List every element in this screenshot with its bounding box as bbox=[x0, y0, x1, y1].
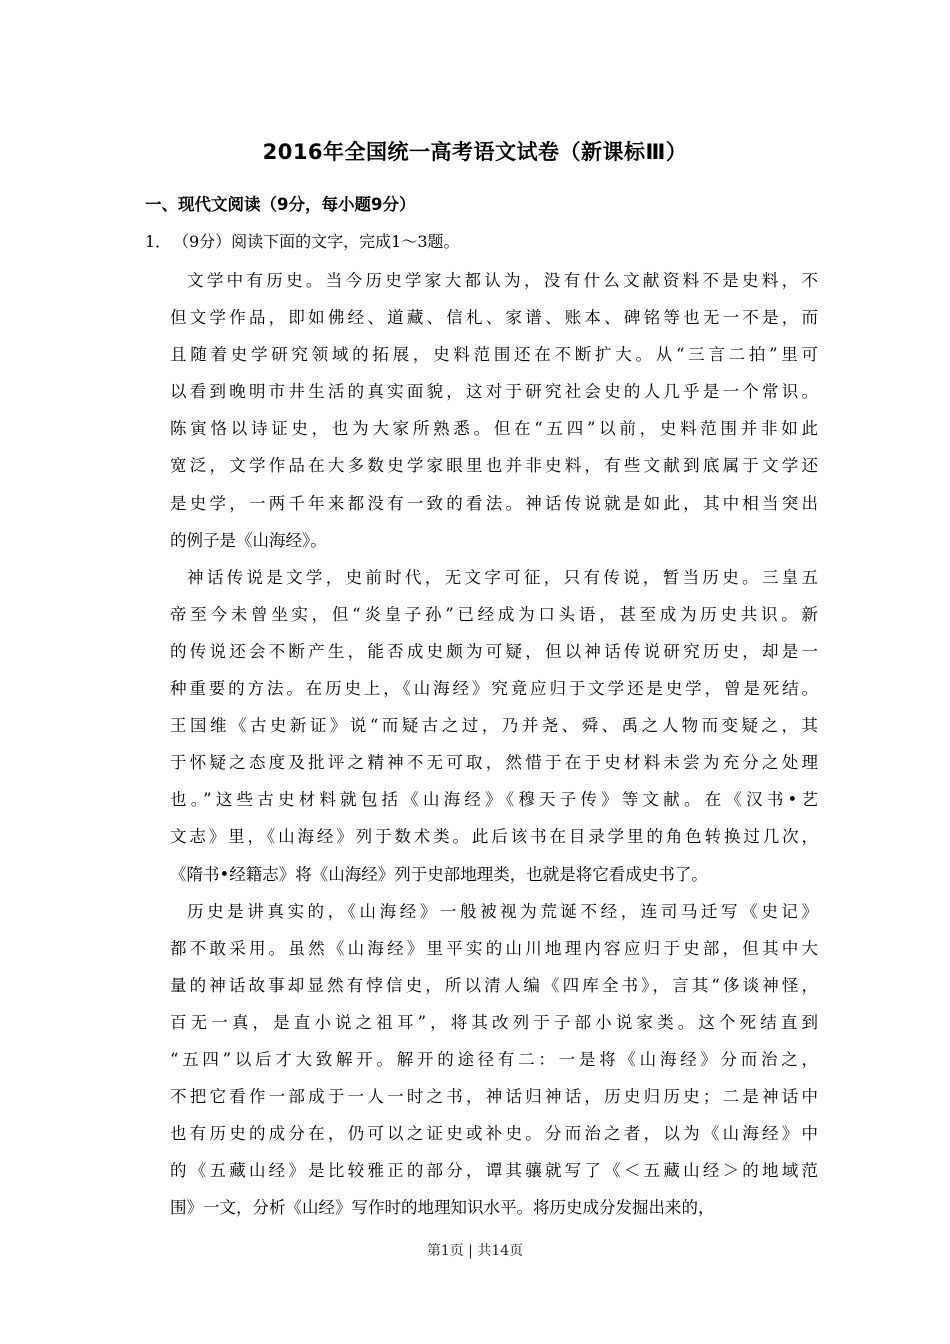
passage-line: 《隋书•经籍志》将《山海经》列于史部地理类，也就是将它看成史书了。 bbox=[170, 864, 708, 884]
passage-paragraph bbox=[170, 262, 818, 559]
passage-line: 神话传说是文学，史前时代，无文字可征，只有传说，暂当历史。三皇五 bbox=[187, 567, 818, 587]
passage-line: 以看到晚明市井生活的真实面貌，这对于研究社会史的人几乎是一个常识。 bbox=[170, 382, 818, 402]
passage-paragraph bbox=[170, 893, 818, 1227]
section-heading: 一、现代文阅读（9分，每小题9分） bbox=[145, 195, 416, 214]
passage-line: 宽泛，文学作品在大多数史学家眼里也并非史料，有些文献到底属于文学还 bbox=[170, 456, 818, 476]
passage-line: 也有历史的成分在，仍可以之证史或补史。分而治之者，以为《山海经》中 bbox=[170, 1124, 818, 1144]
passage-line: 文志》里，《山海经》列于数术类。此后该书在目录学里的角色转换过几次， bbox=[170, 827, 818, 847]
passage-line: 不把它看作一部成于一人一时之书，神话归神话，历史归历史；二是神话中 bbox=[170, 1087, 818, 1107]
passage-line: 种重要的方法。在历史上，《山海经》究竟应归于文学还是史学，曾是死结。 bbox=[170, 679, 818, 699]
reading-passage bbox=[170, 262, 818, 1226]
question-prompt bbox=[145, 229, 460, 252]
passage-line: 王国维《古史新证》说“而疑古之过，乃并尧、舜、禹之人物而变疑之，其 bbox=[170, 716, 818, 736]
passage-line: 都不敢采用。虽然《山海经》里平实的山川地理内容应归于史部，但其中大 bbox=[170, 938, 818, 958]
passage-line: “五四”以后才大致解开。解开的途径有二：一是将《山海经》分而治之， bbox=[170, 1049, 818, 1069]
question-number: 1． bbox=[145, 232, 172, 251]
passage-paragraph bbox=[170, 559, 818, 893]
passage-line: 量的神话故事却显然有悖信史，所以清人编《四库全书》，言其“侈谈神怪， bbox=[170, 975, 818, 995]
passage-line: 陈寅恪以诗证史，也为大家所熟悉。但在“五四”以前，史料范围并非如此 bbox=[170, 419, 818, 439]
passage-line: 的《五藏山经》是比较雅正的部分，谭其骧就写了《＜五藏山经＞的地域范 bbox=[170, 1161, 818, 1181]
passage-line: 是史学，一两千年来都没有一致的看法。神话传说就是如此，其中相当突出 bbox=[170, 493, 818, 513]
passage-line: 帝至今未曾坐实，但“炎皇子孙”已经成为口头语，甚至成为历史共识。新 bbox=[170, 604, 818, 624]
passage-line: 于怀疑之态度及批评之精神不无可取，然惜于在于史材料未尝为充分之处理 bbox=[170, 753, 818, 773]
passage-line: 百无一真，是直小说之祖耳”，将其改列于子部小说家类。这个死结直到 bbox=[170, 1012, 818, 1032]
passage-line: 历史是讲真实的，《山海经》一般被视为荒诞不经，连司马迁写《史记》 bbox=[187, 901, 818, 921]
exam-title: 2016年全国统一高考语文试卷（新课标Ⅲ） bbox=[262, 140, 688, 164]
passage-line: 的传说还会不断产生，能否成史颇为可疑，但以神话传说研究历史，却是一 bbox=[170, 641, 818, 661]
passage-line: 文学中有历史。当今历史学家大都认为，没有什么文献资料不是史料，不 bbox=[187, 271, 818, 290]
passage-line: 的例子是《山海经》。 bbox=[170, 530, 327, 550]
passage-line: 且随着史学研究领域的拓展，史料范围还在不断扩大。从“三言二拍”里可 bbox=[170, 345, 818, 365]
passage-line: 围》一文，分析《山经》写作时的地理知识水平。将历史成分发掘出来的， bbox=[170, 1198, 715, 1218]
passage-line: 也。”这些古史材料就包括《山海经》《穆天子传》等文献。在《汉书•艺 bbox=[170, 790, 818, 810]
passage-line: 但文学作品，即如佛经、道藏、信札、家谱、账本、碑铭等也无一不是，而 bbox=[170, 308, 818, 328]
question-text: （9分）阅读下面的文字，完成1～3题。 bbox=[173, 232, 460, 251]
page-footer: 第1页 | 共14页 bbox=[426, 1243, 524, 1259]
